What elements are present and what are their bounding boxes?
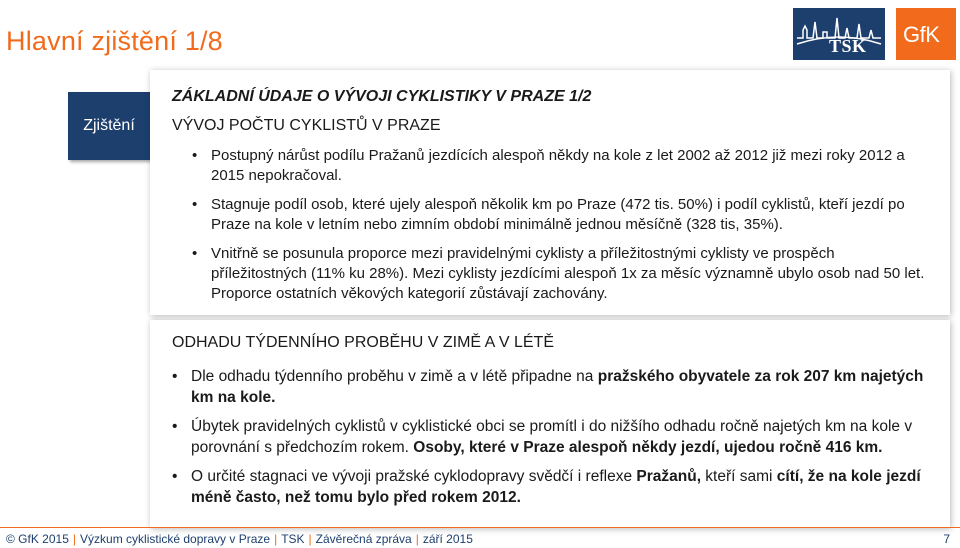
list-item [172, 466, 942, 508]
footer-item: Závěrečná zpráva [315, 532, 412, 546]
list-item: • Postupný nárůst podílu Pražanů jezdících alespoň někdy na kole z let 2002 až 2012 již mezi roky 2012 a 2015 nepokračoval. [192, 146, 932, 186]
section1-heading: ZÁKLADNÍ ÚDAJE O VÝVOJI CYKLISTIKY V PRAZE 1/2 [172, 88, 592, 105]
footer-item: TSK [281, 532, 305, 546]
bullet3-bold-text-2: cítí, že na kole jezdí méně často, než tomu bylo před rokem 2012. [191, 468, 921, 506]
footer-copyright: © GfK 2015 [6, 532, 69, 546]
footer: © GfK 2015 | Výzkum cyklistické dopravy v Praze | TSK | Závěrečná zpráva | září 2015 [6, 532, 473, 546]
slide-title: Hlavní zjištění 1/8 [6, 26, 223, 56]
panel-weekly-estimate [150, 320, 950, 528]
gfk-logo [896, 8, 956, 60]
tsk-logo-text: TSK [829, 36, 867, 56]
section2-bullet-list [172, 366, 942, 516]
list-item [172, 366, 942, 408]
list-item [172, 416, 942, 458]
panel-basic-data [150, 70, 950, 315]
section1-subheading: VÝVOJ POČTU CYKLISTŮ V PRAZE [172, 117, 441, 134]
bullet3-bold-text-1: Pražanů, [636, 468, 701, 485]
bullet2-bold-text: Osoby, které v Praze alespoň někdy jezdí, ujedou ročně 416 km. [413, 439, 883, 456]
footer-item: Výzkum cyklistické dopravy v Praze [80, 532, 271, 546]
footer-item: září 2015 [422, 532, 473, 546]
side-tab [68, 92, 150, 160]
bullet1-bold-text: pražského obyvatele za rok 207 km najetých km na kole. [191, 368, 924, 406]
footer-divider [0, 527, 960, 528]
section1-bullet-list [192, 146, 932, 313]
tsk-logo [793, 8, 885, 60]
list-item: • Vnitřně se posunula proporce mezi pravidelnými cyklisty a příležitostnými cyklisty ve prospěch příležitostných (11% ku 28%). Mezi cyklisty jezdícími alespoň 1x za měsíc významně ubylo osob nad 50 let. Proporce ostatních věkových kategorií zůstávají zachovány. [192, 244, 932, 304]
side-tab-label: Zjištění [83, 117, 135, 134]
section2-heading: ODHADU TÝDENNÍHO PROBĚHU V ZIMĚ A V LÉTĚ [172, 334, 554, 351]
bullet2-text: Úbytek pravidelných cyklistů v cyklistické obci se promítl i do nižšího odhadu ročně najetých km na kole v porovnání s předchozím rokem. [191, 418, 913, 456]
page-number: 7 [943, 532, 950, 546]
bullet3-text-2: kteří sami [701, 468, 777, 485]
gfk-logo-text: GfK [903, 22, 940, 47]
list-item: • Stagnuje podíl osob, které ujely alespoň několik km po Praze (472 tis. 50%) i podíl cyklistů, kteří jezdí po Praze na kole v letním nebo zimním období minimálně jednou měsíčně (328 tis, 35%). [192, 195, 932, 235]
bullet3-text-1: O určité stagnaci ve vývoji pražské cyklodopravy svědčí i reflexe [191, 468, 637, 485]
bullet1-text: Dle odhadu týdenního proběhu v zimě a v létě připadne na [191, 368, 598, 385]
